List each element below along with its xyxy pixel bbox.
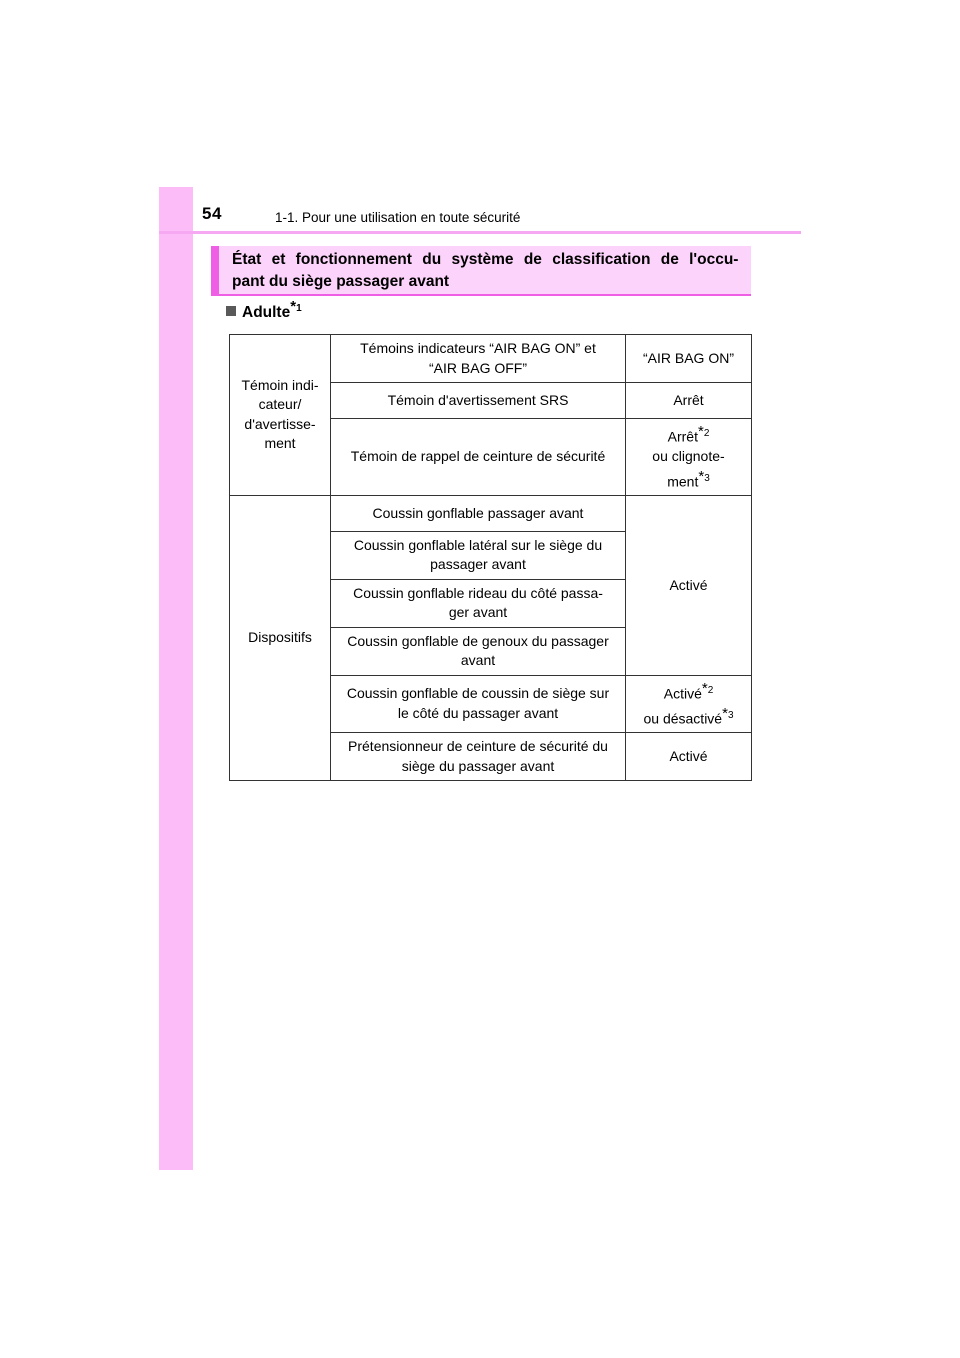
shared-value-cell: Activé — [626, 495, 752, 675]
footnote-ref: *1 — [290, 298, 302, 315]
row-name-cell: Coussin gonflable rideau du côté passa- ger avant — [331, 579, 626, 627]
header-rule — [159, 231, 801, 234]
devices-group-cell: Dispositifs — [230, 495, 331, 780]
row-value-cell: Activé$^{*2}$ ou désactivé$^{*3}$ — [626, 675, 752, 732]
row-value-cell: Arrêt — [626, 383, 752, 419]
page-number: 54 — [202, 204, 222, 223]
row-name-cell: Prétensionneur de ceinture de sécurité du siège du passager avant — [331, 733, 626, 781]
subheading-label: Adulte — [242, 304, 291, 322]
row-name-cell: Témoins indicateurs “AIR BAG ON” et “AIR BAG OFF” — [331, 335, 626, 383]
row-name-cell: Coussin gonflable passager avant — [331, 495, 626, 531]
section-title: 1-1. Pour une utilisation en toute sécurité — [275, 210, 521, 225]
occupant-classification-table — [229, 334, 752, 781]
subheading-adult — [226, 298, 302, 322]
side-color-strip — [159, 187, 193, 1170]
row-name-cell: Coussin gonflable de genoux du passager avant — [331, 627, 626, 675]
row-name-cell: Témoin de rappel de ceinture de sécurité — [331, 419, 626, 496]
square-bullet-icon — [226, 306, 236, 316]
topic-title-line-2: pant du siège passager avant — [232, 273, 450, 290]
row-name-cell: Coussin gonflable de coussin de siège sur le côté du passager avant — [331, 675, 626, 732]
row-name-cell: Témoin d'avertissement SRS — [331, 383, 626, 419]
row-value-cell: “AIR BAG ON” — [626, 335, 752, 383]
row-name-cell: Coussin gonflable latéral sur le siège du passager avant — [331, 531, 626, 579]
table-row — [230, 335, 752, 383]
title-underline — [211, 294, 751, 296]
topic-title-box — [211, 246, 751, 295]
row-value-cell: Activé — [626, 733, 752, 781]
topic-title-line-1: État et fonctionnement du système de classification de l'occu- — [232, 251, 739, 268]
indicator-group-cell: Témoin indi- cateur/ d'avertisse- ment — [230, 335, 331, 496]
row-value-cell: Arrêt$^{*2}$ ou clignote- ment$^{*3}$ — [626, 419, 752, 496]
table-row — [230, 495, 752, 531]
